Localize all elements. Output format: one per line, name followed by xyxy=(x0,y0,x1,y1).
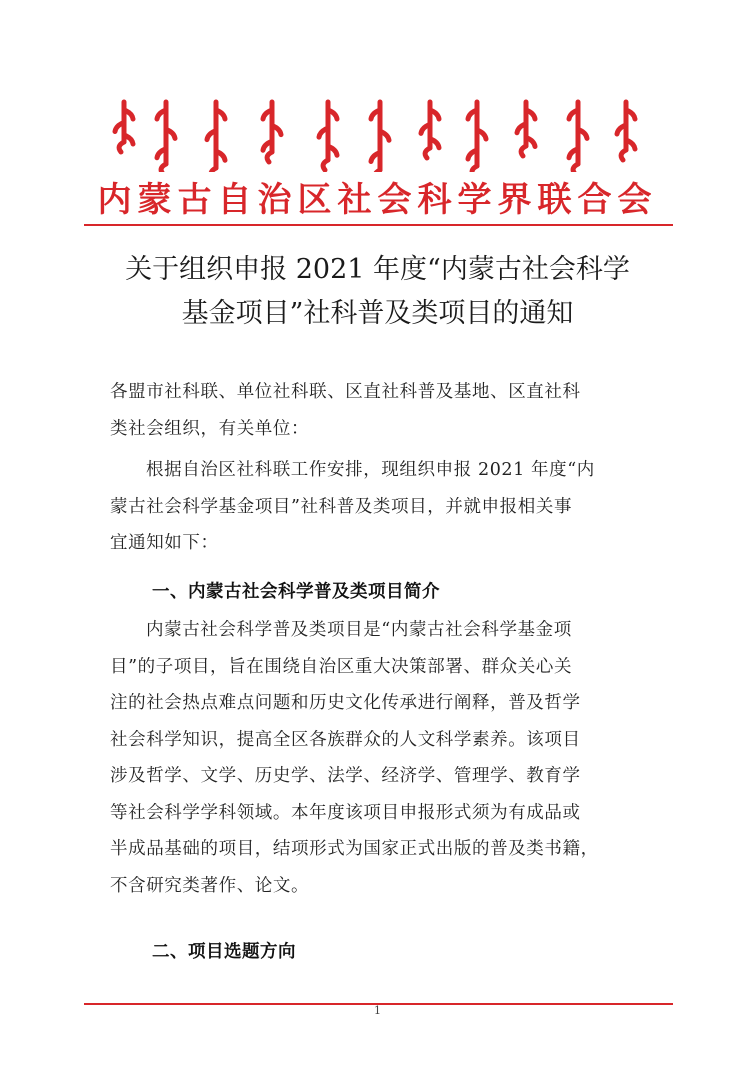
document-title-line-1: 关于组织申报 2021 年度“内蒙古社会科学 xyxy=(125,254,630,285)
mongolian-glyph-tail xyxy=(472,166,477,172)
salutation-line: 各盟市社科联、单位社科联、区直社科普及基地、区直社科 xyxy=(110,382,581,402)
mongolian-glyph-tail xyxy=(425,148,430,158)
section-1-line: 注的社会热点难点问题和历史文化传承进行阐释，普及哲学 xyxy=(110,693,581,713)
letterhead-divider xyxy=(84,224,673,226)
section-1-line: 半成品基础的项目，结项形式为国家正式出版的普及类书籍， xyxy=(110,839,599,859)
mongolian-glyph-tail xyxy=(267,152,272,162)
mongolian-glyph-tail xyxy=(621,150,626,160)
mongolian-glyph-tail xyxy=(375,170,380,172)
mongolian-glyph-tail xyxy=(211,168,216,172)
section-1-paragraph xyxy=(110,612,655,904)
intro-paragraph xyxy=(110,452,655,562)
section-1-line: 内蒙古社会科学普及类项目是“内蒙古社会科学基金项 xyxy=(146,620,572,640)
document-title-line-2: 基金项目”社科普及类项目的通知 xyxy=(181,298,574,329)
mongolian-glyph-tail xyxy=(161,164,166,172)
section-1-line: 目”的子项目，旨在围绕自治区重大决策部署、群众关心关 xyxy=(110,656,573,677)
page-number: 1 xyxy=(374,1004,381,1017)
salutation-line: 类社会组织，有关单位： xyxy=(110,418,310,439)
intro-line: 根据自治区社科联工作安排，现组织申报 2021 年度“内 xyxy=(146,460,595,480)
section-1-heading: 一、内蒙古社会科学普及类项目简介 xyxy=(152,582,440,602)
section-1-line: 涉及哲学、文学、历史学、法学、经济学、管理学、教育学 xyxy=(110,766,581,786)
mongolian-glyph-tail xyxy=(323,160,328,170)
section-1-line: 不含研究类著作、论文。 xyxy=(110,875,310,896)
letterhead-org-name: 内蒙古自治区社会科学界联合会 xyxy=(97,180,658,220)
mongolian-glyph-tail xyxy=(521,146,526,156)
mongolian-script-letterhead xyxy=(0,96,755,172)
section-1-line: 等社会科学学科领域。本年度该项目申报形式须为有成品或 xyxy=(110,802,581,823)
section-2-heading: 二、项目选题方向 xyxy=(152,942,296,962)
intro-line: 蒙古社会科学基金项目”社科普及类项目，并就申报相关事 xyxy=(110,496,573,517)
intro-line: 宜通知如下： xyxy=(110,533,219,553)
section-1-line: 社会科学知识，提高全区各族群众的人文科学素养。该项目 xyxy=(110,729,581,750)
mongolian-glyph-tail xyxy=(119,142,124,152)
salutation-paragraph xyxy=(110,374,655,447)
mongolian-glyph-tail xyxy=(573,164,578,172)
